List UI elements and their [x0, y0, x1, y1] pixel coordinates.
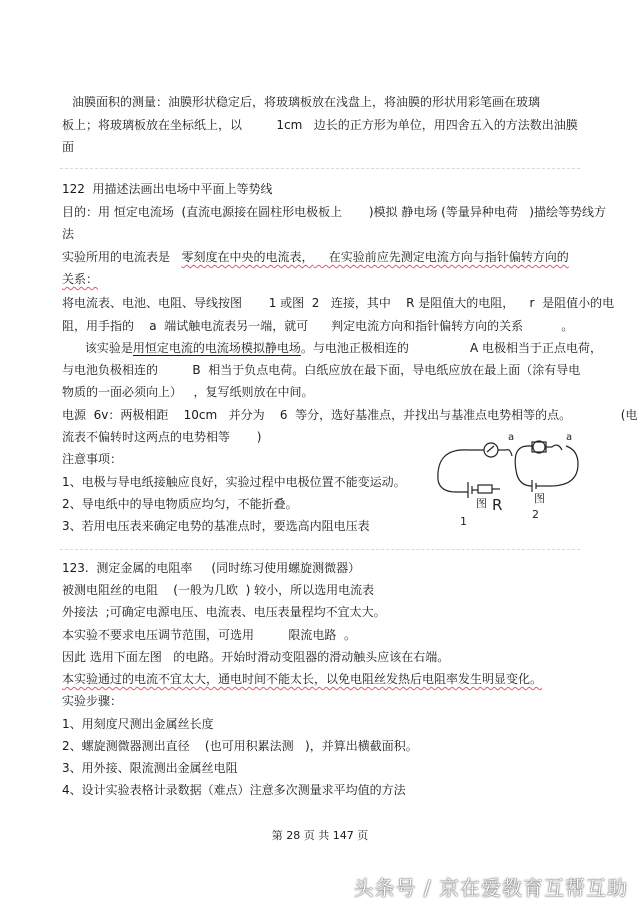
text-line: 2、螺旋测微器测出直径 (也可用积累法测 )，并算出横截面积。 [62, 739, 418, 753]
section-divider [60, 549, 580, 550]
text-line: 将电流表、电池、电阻、导线按图 1 或图 2 连接，其中 R 是阻值大的电阻， r 是阻值小的电 [62, 296, 615, 310]
page-number: 第 28 页 共 147 页 [271, 829, 369, 842]
circuit-diagram [428, 430, 588, 530]
text-line: 1、用刻度尺测出金属丝长度 [62, 717, 214, 731]
text-line: 电源 6v：两极相距 10cm 并分为 6 等分，选好基准点，并找出与基准点电势相等的点。 (电 [62, 408, 638, 422]
text-line: 实验所用的电流表是 零刻度在中央的电流表， 在实验前应先测定电流方向与指针偏转方向的 [62, 250, 569, 264]
text-line: 被测电阻丝的电阻 (一般为几欧 ) 较小，所以选用电流表 [62, 583, 375, 597]
figure-number: 2 [532, 508, 539, 521]
text-line: 2、导电纸中的导电物质应均匀，不能折叠。 [62, 497, 298, 511]
emphasized-text: 零刻度在中央的电流表， [181, 250, 314, 264]
text-line [62, 671, 542, 687]
text-line: 4、设计实验表格计录数据（难点）注意多次测量求平均值的方法 [62, 783, 406, 797]
galvanometer-icon [533, 441, 545, 453]
text-line: 3、若用电压表来确定电势的基准点时，要选高内阻电压表 [62, 519, 370, 533]
circuit-figure-1 [438, 443, 512, 498]
text-line: 关系： [62, 272, 99, 286]
text-line: 该实验是用恒定电流的电流场模拟静电场。与电池正极相连的 A 电极相当于正点电荷， [62, 341, 602, 355]
text-line: 本实验不要求电压调节范围，可选用 限流电路 。 [62, 628, 356, 642]
text-line: 因此 选用下面左图 的电路。开始时滑动变阻器的滑动触头应该在右端。 [62, 650, 450, 664]
section-heading: 122 用描述法画出电场中平面上等势线 [62, 182, 273, 196]
circuit-figure-2 [515, 441, 578, 492]
text-line: 1、电极与导电纸接触应良好，实验过程中电极位置不能变运动。 [62, 475, 406, 489]
text-line: 3、用外接、限流测出金属丝电阻 [62, 761, 238, 775]
text-line: 实验步骤： [62, 694, 123, 708]
emphasized-text: 本实验通过的电流不宜太大，通电时间不能太长，以免电阻丝发热后电阻率发生明显变化。 [62, 672, 543, 686]
figure-label: 图 [534, 492, 545, 505]
section-heading: 123. 测定金属的电阻率 (同时练习使用螺旋测微器） [62, 561, 361, 575]
a-label: a [508, 432, 515, 443]
text-line: 目的：用 恒定电流场 (直流电源接在圆柱形电极板上 )模拟 静电场 (等量异种电荷 )描绘等势线方 [62, 205, 606, 219]
resistor-icon [478, 485, 492, 493]
watermark: 头条号 / 京在爱教育互帮互助 [353, 876, 628, 900]
figure-number: 1 [460, 515, 467, 528]
section-divider [60, 168, 580, 169]
emphasized-text: 在实验前应先测定电流方向与指针偏转方向的 [313, 250, 569, 264]
text-line: 面 [62, 140, 75, 154]
text-line: 流表不偏转时这两点的电势相等 ) [62, 430, 262, 444]
a-label: a [566, 432, 573, 443]
emphasized-text: 用恒定电流的电流场模拟静电场 [132, 341, 301, 355]
text-line: 法 [62, 227, 75, 241]
figure-label: 图 [476, 497, 487, 510]
text-line: 外接法 ;可确定电源电压、电流表、电压表量程均不宜太大。 [62, 605, 386, 619]
text-line: 阻，用手指的 a 端试触电流表另一端，就可 判定电流方向和指针偏转方向的关系 。 [62, 319, 574, 333]
text-line: 物质的一面必须向上） ，复写纸则放在中间。 [62, 385, 314, 399]
R-label: R [492, 496, 503, 514]
text-line: 与电池负极相连的 B 相当于负点电荷。白纸应放在最下面，导电纸应放在最上面（涂有导电 [62, 363, 581, 377]
text-line: 油膜面积的测量：油膜形状稳定后，将玻璃板放在浅盘上，将油膜的形状用彩笔画在玻璃 [72, 95, 541, 109]
galvanometer-icon [484, 443, 498, 457]
text-line: 注意事项： [62, 452, 123, 466]
text-line: 板上；将玻璃板放在坐标纸上，以 1cm 边长的正方形为单位，用四舍五入的方法数出油膜 [62, 118, 578, 132]
